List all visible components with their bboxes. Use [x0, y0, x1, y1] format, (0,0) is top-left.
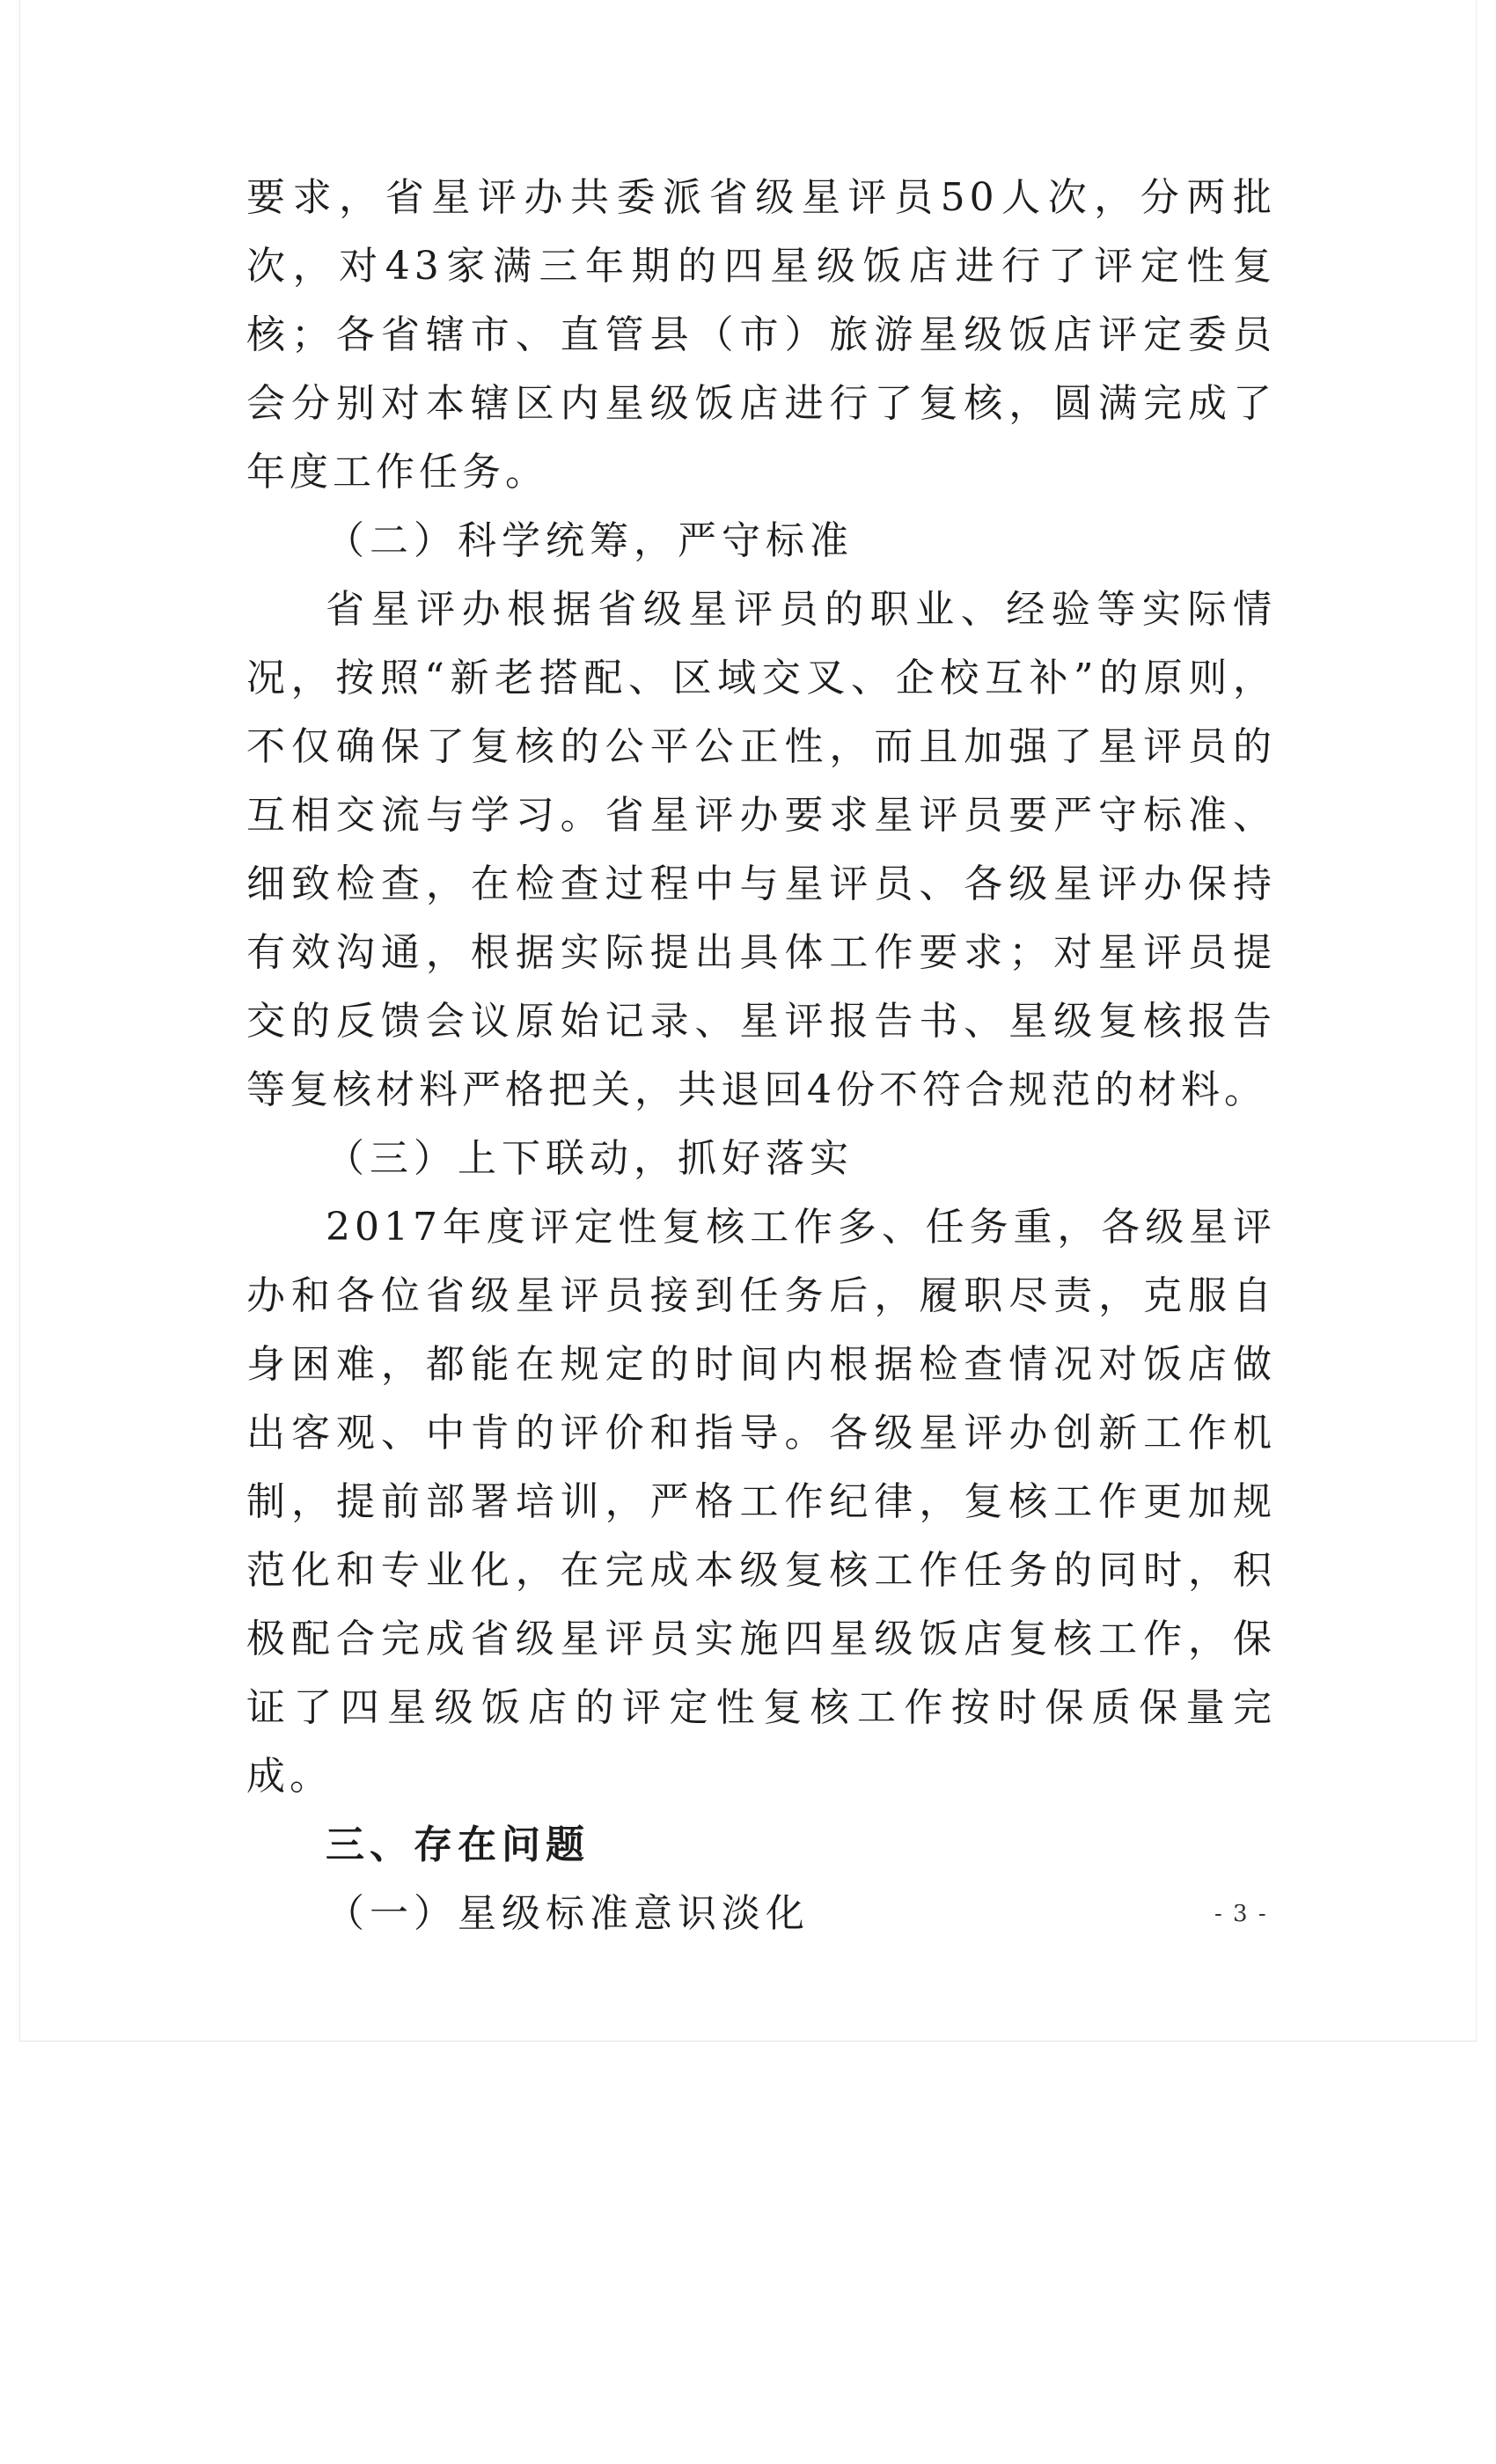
section-3-heading: （三）上下联动，抓好落实: [326, 1136, 854, 1181]
part-3-subheading-1: （一）星级标准意识淡化: [326, 1891, 810, 1936]
section-2-heading: （二）科学统筹，严守标准: [326, 518, 854, 563]
paragraph-continuation: 要求，省星评办共委派省级星评员50人次，分两批次，对43家满三年期的四星级饭店进行了评定性复核；各省辖市、直管县（市）旅游星级饭店评定委员会分别对本辖区内星级饭店进行了复核，圆满完成了年度工作任务。: [246, 175, 1276, 495]
page-number: - 3 -: [1214, 1901, 1268, 1927]
section-2-body: 省星评办根据省级星评员的职业、经验等实际情况，按照“新老搭配、区域交叉、企校互补”的原则，不仅确保了复核的公平公正性，而且加强了星评员的互相交流与学习。省星评办要求星评员要严守标准、细致检查，在检查过程中与星评员、各级星评办保持有效沟通，根据实际提出具体工作要求；对星评员提交的反馈会议原始记录、星评报告书、星级复核报告等复核材料严格把关，共退回4份不符合规范的材料。: [246, 587, 1276, 1112]
document-body: [246, 164, 1276, 1948]
section-3-body: 2017年度评定性复核工作多、任务重，各级星评办和各位省级星评员接到任务后，履职尽责，克服自身困难，都能在规定的时间内根据检查情况对饭店做出客观、中肯的评价和指导。各级星评办创新工作机制，提前部署培训，严格工作纪律，复核工作更加规范化和专业化，在完成本级复核工作任务的同时，积极配合完成省级星评员实施四星级饭店复核工作，保证了四星级饭店的评定性复核工作按时保质保量完成。: [246, 1205, 1276, 1799]
part-3-heading: 三、存在问题: [326, 1822, 590, 1867]
